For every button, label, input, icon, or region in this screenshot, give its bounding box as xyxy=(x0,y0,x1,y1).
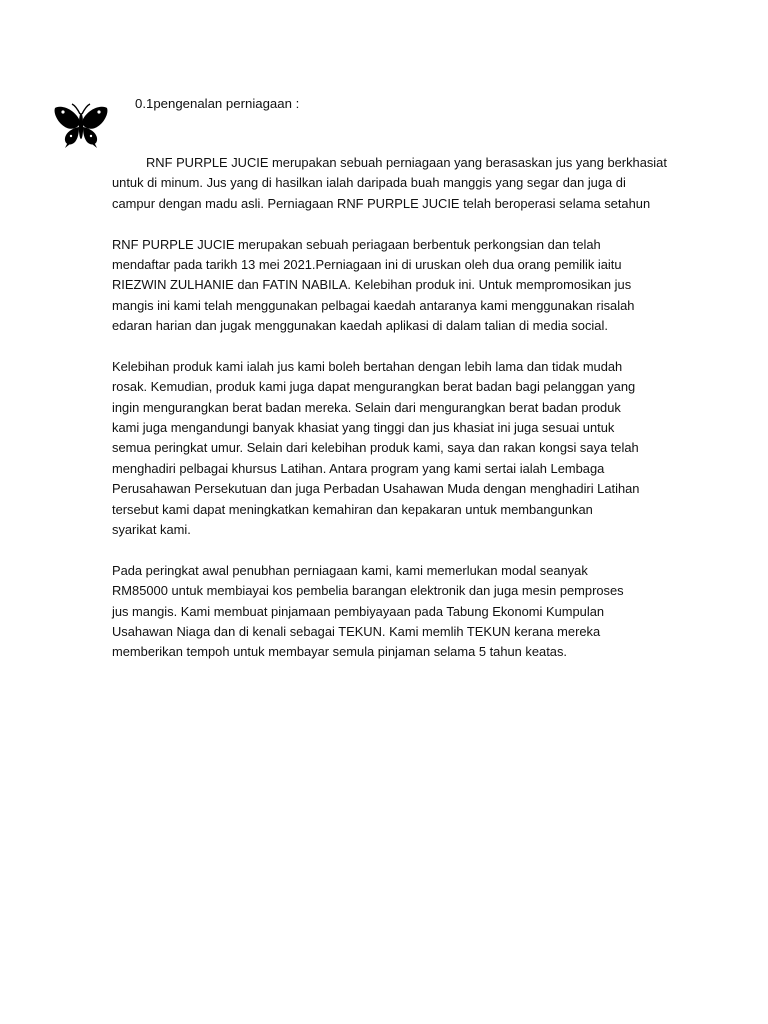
paragraph xyxy=(112,561,672,663)
text-line: kami juga mengandungi banyak khasiat yang tinggi dan jus khasiat ini juga sesuai untuk xyxy=(112,420,615,436)
text-line: campur dengan madu asli. Perniagaan RNF PURPLE JUCIE telah beroperasi selama setahun xyxy=(112,195,651,211)
text-line: Kelebihan produk kami ialah jus kami boleh bertahan dengan lebih lama dan tidak mudah xyxy=(112,358,623,374)
text-line: edaran harian dan jugak menggunakan kaedah aplikasi di dalam talian di media social. xyxy=(112,318,608,334)
butterfly-icon xyxy=(53,103,109,149)
text-line: memberikan tempoh untuk membayar semula pinjaman selama 5 tahun keatas. xyxy=(112,644,567,660)
paragraph xyxy=(112,235,672,337)
text-line: syarikat kami. xyxy=(112,522,191,538)
text-line: rosak. Kemudian, produk kami juga dapat mengurangkan berat badan bagi pelanggan yang xyxy=(112,379,636,395)
text-line: mendaftar pada tarikh 13 mei 2021.Perniagaan ini di uruskan oleh dua orang pemilik iaitu xyxy=(112,256,622,272)
text-line: semua peringkat umur. Selain dari kelebihan produk kami, saya dan rakan kongsi saya telah xyxy=(112,440,639,456)
text-line: Perusahawan Persekutuan dan juga Perbadan Usahawan Muda dengan menghadiri Latihan xyxy=(112,481,640,497)
text-line: RIEZWIN ZULHANIE dan FATIN NABILA. Kelebihan produk ini. Untuk mempromosikan jus xyxy=(112,277,632,293)
text-line: ingin mengurangkan berat badan mereka. Selain dari mengurangkan berat badan produk xyxy=(112,399,621,415)
section-heading: 0.1pengenalan perniagaan : xyxy=(135,96,300,111)
text-line: Pada peringkat awal penubhan perniagaan kami, kami memerlukan modal seanyak xyxy=(112,562,588,578)
text-line: menghadiri pelbagai khursus Latihan. Antara program yang kami sertai ialah Lembaga xyxy=(112,460,605,476)
paragraph-spacer xyxy=(112,337,672,357)
paragraph-spacer xyxy=(112,214,672,234)
text-line: Usahawan Niaga dan di kenali sebagai TEKUN. Kami memlih TEKUN kerana mereka xyxy=(112,623,601,639)
text-line: untuk di minum. Jus yang di hasilkan ialah daripada buah manggis yang segar dan juga di xyxy=(112,175,626,191)
body-text xyxy=(112,153,672,663)
text-line: RM85000 untuk membiayai kos pembelia barangan elektronik dan juga mesin pemproses xyxy=(112,583,624,599)
text-line: RNF PURPLE JUCIE merupakan sebuah periagaan berbentuk perkongsian dan telah xyxy=(112,236,601,252)
paragraph xyxy=(112,153,672,214)
text-line: RNF PURPLE JUCIE merupakan sebuah perniagaan yang berasaskan jus yang berkhasiat xyxy=(146,155,667,170)
paragraph-spacer xyxy=(112,540,672,560)
text-line: mangis ini kami telah menggunakan pelbagai kaedah antaranya kami menggunakan risalah xyxy=(112,297,635,313)
text-line: jus mangis. Kami membuat pinjamaan pembiyayaan pada Tabung Ekonomi Kumpulan xyxy=(112,603,605,619)
paragraph xyxy=(112,357,672,541)
text-line: tersebut kami dapat meningkatkan kemahiran dan kepakaran untuk membangunkan xyxy=(112,501,593,517)
